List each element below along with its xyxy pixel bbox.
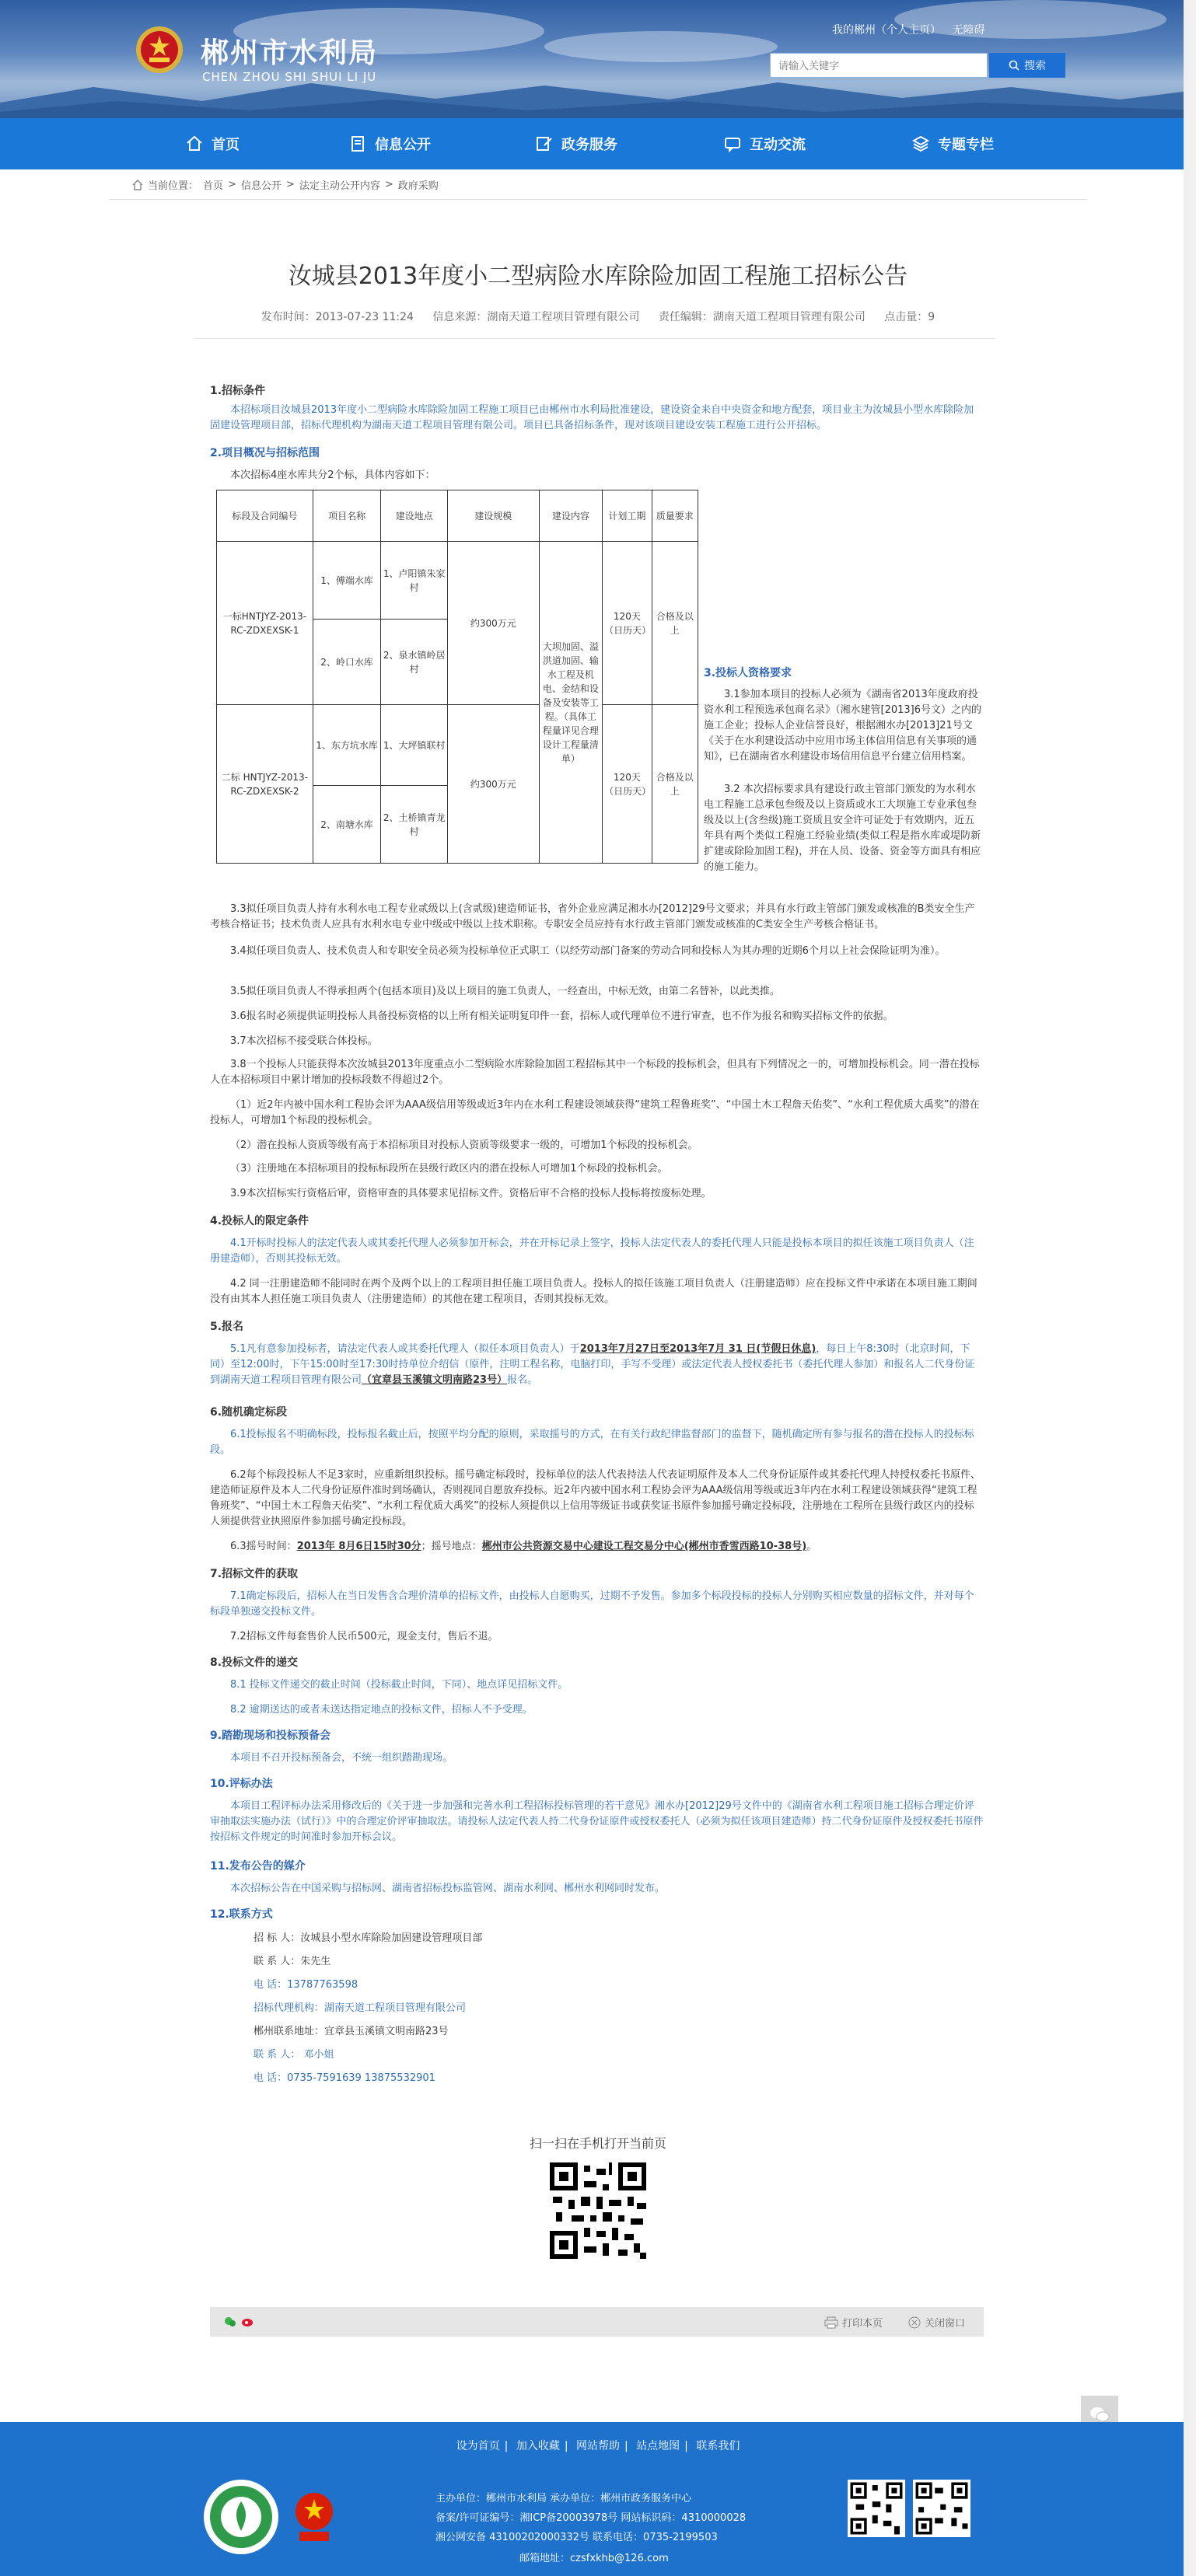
paragraph: 本招标项目汝城县2013年度小二型病险水库除险加固工程施工项目已由郴州市水利局批准建设，建设资金来自中央资金和地方配套，项目业主为汝城县小型水库除险加固建设管理项目部，招标代理机构为湖南天道工程项目管理有限公司。项目已具备招标条件，现对该项目建设安装工程施工进行公开招标。 [210, 404, 974, 431]
site-pinyin: CHEN ZHOU SHI SHUI LI JU [202, 70, 377, 84]
paragraph: 3.9本次招标实行资格后审，资格审查的具体要求见招标文件。资格后审不合格的投标人投标将按废标处理。 [230, 1188, 712, 1199]
site-title[interactable]: 郴州市水利局 [201, 37, 379, 69]
table-header: 计划工期 [603, 490, 652, 542]
table-cell: 2、南塘水库 [313, 786, 381, 864]
table-cell: 1、卢阳镇朱家村 [381, 542, 448, 620]
paragraph: 本次招标4座水库共分2个标，具体内容如下： [230, 469, 435, 481]
home-icon [185, 134, 204, 153]
breadcrumb-statutory[interactable]: 法定主动公开内容 [299, 180, 380, 192]
paragraph: 6.3摇号时间：2013年 8月6日15时30分；摇号地点：郴州市公共资源交易中心建设工程交易分中心(郴州市香雪西路10-38号)。 [230, 1541, 817, 1552]
close-window-button[interactable] [908, 2315, 965, 2330]
section-heading: 8.投标文件的递交 [210, 1656, 299, 1669]
section-heading: 5.报名 [210, 1321, 244, 1333]
paragraph: 7.1确定标段后，招标人在当日发售含合理价清单的招标文件，由投标人自愿购买，过期不予发售。参加多个标段投标的投标人分别购买相应数量的招标文件，并对每个标段单独递交投标文件。 [210, 1590, 974, 1618]
paragraph: 8.2 逾期送达的或者未送达指定地点的投标文件，招标人不予受理。 [230, 1704, 533, 1716]
my-chenzhou-link[interactable]: 我的郴州（个人主页） [832, 24, 941, 37]
layers-icon [911, 134, 930, 153]
weibo-icon[interactable] [241, 2316, 254, 2327]
paragraph: 4.1开标时投标人的法定代表人或其委托代理人必须参加开标会，并在开标记录上签字，投标人法定代表人的委托代理人只能是投标本项目的拟任该施工项目负责人（注册建造师），否则其投标无效。 [210, 1237, 974, 1265]
table-cell: 120天（日历天） [603, 542, 652, 705]
footer-police[interactable]: 湘公网安备 43100202000332号 联系电话：0735-2199503 [435, 2532, 718, 2543]
top-links [832, 22, 992, 37]
scrollbar[interactable] [1184, 0, 1196, 2576]
table-cell: 1、傅端水库 [313, 542, 381, 620]
table-cell: 2、岭口水库 [313, 620, 381, 705]
breadcrumb-home[interactable]: 首页 [203, 180, 224, 192]
paragraph: 3.8一个投标人只能获得本次汝城县2013年度重点小二型病险水库除险加固工程招标其中一个标段的投标机会，但具有下列情况之一的，可增加投标机会。同一潜在投标人在本招标项目中累计增加的投标段数不得超过2个。 [210, 1059, 980, 1086]
search-button-label: 搜索 [1024, 60, 1046, 72]
paragraph: 3.5拟任项目负责人不得承担两个(包括本项目)及以上项目的施工负责人，一经查出，中标无效，由第二名替补，以此类推。 [230, 986, 780, 997]
article-title: 汝城县2013年度小二型病险水库除险加固工程施工招标公告 [288, 263, 908, 290]
table-cell: 大坝加固、溢洪道加固、输水工程及机电、金结和设备及安装等工程。（具体工程量详见合理设计工程量清单） [539, 542, 603, 864]
qr-code-icon [547, 2159, 649, 2262]
paragraph: 4.2 同一注册建造师不能同时在两个及两个以上的工程项目担任施工项目负责人。投标人的拟任该施工项目负责人（注册建造师）应在投标文件中承诺在本项目施工期间没有由其本人担任施工项目负责人（注册建造师）的其他在建工程项目，否则其投标无效。 [210, 1278, 977, 1305]
paragraph: 5.1凡有意参加投标者，请法定代表人或其委托代理人（拟任本项目负责人）于2013年7月27日至2013年7月 31 日(节假日休息)，每日上午8:30时（北京时间，下同）至12:00时，下午15:00时至17:30时持单位介绍信（原件，注明工程名称，电脑打印，手写不受理）或法定代表人授权委托书（委托代理人参加）和报名人二代身份证到湖南天道工程项目管理有限公司（宜章县玉溪镇文明南路23号）报名。 [210, 1343, 975, 1386]
nav-gov-service[interactable] [535, 118, 617, 169]
table-header: 建设内容 [539, 490, 603, 542]
breadcrumb-prefix: 当前位置： [148, 180, 199, 192]
section-heading: 6.随机确定标段 [210, 1406, 288, 1419]
lottery-place: 郴州市公共资源交易中心建设工程交易分中心(郴州市香雪西路10-38号) [481, 1541, 807, 1552]
section-heading: 2.项目概况与招标范围 [210, 447, 320, 459]
footer-icp[interactable]: 备案/许可证编号：湘ICP备20003978号 网站标识码：4310000028 [435, 2512, 747, 2524]
section-heading: 11.发布公告的媒介 [210, 1860, 306, 1873]
paragraph: 本次招标公告在中国采购与招标网、湖南省招标投标监管网、湖南水利网、郴州水利网同时发布。 [230, 1883, 666, 1894]
nav-info-public[interactable] [348, 118, 431, 169]
table-cell: 1、东方坑水库 [313, 705, 381, 786]
nav-label: 首页 [212, 137, 240, 153]
add-favorite-link[interactable]: 加入收藏 [516, 2440, 560, 2452]
nav-label: 互动交流 [750, 137, 806, 153]
contact-us-link[interactable]: 联系我们 [696, 2440, 740, 2452]
table-cell: 约300万元 [447, 542, 539, 705]
paragraph: （1）近2年内被中国水利工程协会评为AAA级信用等级或近3年内在水利工程建设领域获得“建筑工程鲁班奖”、“中国土木工程詹天佑奖”、“水利工程优质大禹奖”的潜在投标人，可增加1个标段的投标机会。 [210, 1099, 980, 1126]
nav-home[interactable] [185, 118, 240, 169]
table-cell: 一标HNTJYZ-2013-RC-ZDXEXSK-1 [217, 542, 313, 705]
paragraph: 3.3拟任项目负责人持有水利水电工程专业贰级以上(含贰级)建造师证书，省外企业应满足湘水办[2012]29号文要求；并具有水行政主管部门颁发或核准的B类安全生产考核合格证书；技术负责人应具有水利水电专业中级或中级以上技术职称。专职安全员应持有水行政主管部门颁发或核准的C类安全生产考核合格证书。 [210, 903, 975, 930]
wechat-icon[interactable] [224, 2316, 236, 2327]
paragraph: 3.7本次招标不接受联合体投标。 [230, 1035, 378, 1047]
edit-icon [535, 134, 554, 153]
section-heading: 10.评标办法 [210, 1778, 273, 1790]
table-header: 质量要求 [652, 490, 698, 542]
site-help-link[interactable]: 网站帮助 [576, 2440, 620, 2452]
close-icon [908, 2316, 921, 2329]
lottery-time: 2013年 8月6日15时30分 [296, 1541, 421, 1552]
paragraph: 本项目工程评标办法采用修改后的《关于进一步加强和完善水利工程招标投标管理的若干意见》湘水办[2012]29号文件中的《湖南省水利工程项目施工招标合理定价评审抽取法实施办法（试行）》中的合理定价评审抽取法。请投标人法定代表人持二代身份证原件或授权委托人（必须为拟任该项目建造师）持二代身份证原件及授权委托书原件按招标文件规定的时间准时参加开标会议。 [210, 1800, 984, 1843]
publish-time: 发布时间：2013-07-23 11:24 [261, 311, 414, 323]
section-heading: 9.踏勘现场和投标预备会 [210, 1730, 331, 1742]
paragraph: 3.1参加本项目的投标人必须为《湖南省2013年度政府投资水利工程预选承包商名录》（湘水建管[2013]6号文）之内的施工企业；投标人企业信誉良好，根据湘水办[2013]21号文《关于在水利建设活动中应用市场主体信用信息有关事项的通知》，已在湖南省水利建设市场信用信息平台建立信用档案。 [704, 689, 981, 763]
paragraph: 6.1投标报名不明确标段，投标报名截止后，按照平均分配的原则，采取摇号的方式，在有关行政纪律监督部门的监督下，随机确定所有参与报名的潜在投标人的投标标段。 [210, 1429, 974, 1456]
table-cell: 2、土桥镇青龙村 [381, 786, 448, 864]
party-gov-badge-icon[interactable] [292, 2491, 337, 2543]
section-heading: 12.联系方式 [210, 1908, 273, 1921]
paragraph: （3）注册地在本招标项目的投标标段所在县级行政区内的潜在投标人可增加1个标段的投标机会。 [230, 1163, 668, 1175]
paragraph: 3.6报名时必须提供证明投标人具备投标资格的以上所有相关证明复印件一套，招标人或代理单位不进行审查，也不作为报名和购买招标文件的依据。 [230, 1011, 894, 1022]
nav-interaction[interactable] [723, 118, 806, 169]
divider [194, 338, 995, 339]
click-count: 点击量：9 [884, 311, 935, 323]
national-emblem-icon [134, 23, 185, 79]
close-label: 关闭窗口 [925, 2318, 966, 2330]
set-homepage-link[interactable]: 设为首页 [456, 2440, 500, 2452]
footer-email: 邮箱地址：czsfxkhb@126.com [519, 2553, 669, 2564]
table-cell: 2、泉水镇岭居村 [381, 620, 448, 705]
table-header: 标段及合同编号 [217, 490, 313, 542]
table-header: 项目名称 [313, 490, 381, 542]
search-icon [1009, 60, 1019, 71]
contact-line: 招标代理机构：湖南天道工程项目管理有限公司 [254, 2002, 467, 2014]
chat-icon [1089, 2406, 1110, 2423]
paragraph: 3.4拟任项目负责人、技术负责人和专职安全员必须为投标单位正式职工（以经劳动部门备案的劳动合同和投标人为其办理的近期6个月以上社会保险证明为准）。 [230, 945, 946, 957]
editor: 责任编辑：湖南天道工程项目管理有限公司 [658, 311, 866, 323]
accessibility-link[interactable]: 无障碍 [952, 24, 985, 37]
table-header: 建设规模 [447, 490, 539, 542]
search-button[interactable] [989, 53, 1065, 78]
footer-organizer: 主办单位：郴州市水利局 承办单位：郴州市政务服务中心 [435, 2493, 692, 2504]
table-cell: 约300万元 [447, 705, 539, 864]
printer-icon [824, 2316, 838, 2329]
footer-links: 设为首页 | 加入收藏 | 网站帮助 | 站点地图 | 联系我们 [456, 2440, 740, 2452]
bid-sections-table [216, 490, 698, 864]
contact-line: 招 标 人：汝城县小型水库除险加固建设管理项目部 [254, 1932, 483, 1944]
paragraph: 8.1 投标文件递交的截止时间（投标截止时间，下同）、地点详见招标文件。 [230, 1679, 568, 1691]
chat-icon [723, 134, 742, 153]
home-icon [132, 180, 143, 190]
section-heading: 4.投标人的限定条件 [210, 1215, 309, 1227]
qr-caption: 扫一扫在手机打开当前页 [529, 2136, 666, 2151]
paragraph: 本项目不召开投标预备会，不统一组织踏勘现场。 [230, 1752, 453, 1764]
paragraph: （2）潜在投标人资质等级有高于本招标项目对投标人资质等级要求一级的，可增加1个标段的投标机会。 [230, 1140, 698, 1151]
nav-label: 信息公开 [375, 137, 431, 153]
nav-label: 政务服务 [561, 137, 617, 153]
contact-line: 联 系 人：朱先生 [254, 1956, 331, 1967]
footer-qr-code-icon [913, 2480, 970, 2537]
gov-site-badge-icon[interactable] [204, 2480, 278, 2554]
contact-line: 联 系 人： 邓小姐 [254, 2049, 334, 2061]
breadcrumb-procurement[interactable]: 政府采购 [397, 180, 439, 192]
paragraph: 3.2 本次招标要求具有建设行政主管部门颁发的为水利水电工程施工总承包叁级及以上资质或水工大坝施工专业承包叁级及以上(含叁级)施工资质且安全许可证处于有效期内，近五年具有两个类似工程施工经验业绩(类似工程是指水库或堤防新扩建或除险加固工程)，并在人员、设备、资金等方面具有相应的施工能力。 [704, 784, 981, 873]
table-cell: 120天（日历天） [603, 705, 652, 864]
print-label: 打印本页 [842, 2318, 883, 2330]
divider [109, 199, 1087, 200]
sitemap-link[interactable]: 站点地图 [636, 2440, 680, 2452]
print-button[interactable] [824, 2315, 883, 2330]
paragraph: 6.2每个标段投标人不足3家时，应重新组织投标。摇号确定标段时，投标单位的法人代表持法人代表证明原件及本人二代身份证原件或其委托代理人持授权委托书原件、建造师证原件及本人二代身份证原件准时到场确认，否则视同自愿放弃投标。近2年内被中国水利工程协会评为AAA级信用等级或近3年内在水利工程建设领域获得“建筑工程鲁班奖”、“中国土木工程詹天佑奖”、“水利工程优质大禹奖”的投标人须提供以上信用等级证书或获奖证书原件参加摇号确定投标段，注册地在工程所在县级行政区内的投标人须提供营业执照原件参加摇号确定投标段。 [210, 1469, 981, 1527]
search-input[interactable] [770, 53, 988, 78]
table-cell: 1、大坪镇联村 [381, 705, 448, 786]
nav-label: 专题专栏 [938, 137, 994, 153]
breadcrumb: 当前位置： 首页 > 信息公开 > 法定主动公开内容 > 政府采购 [132, 177, 439, 192]
section-heading: 1.招标条件 [210, 385, 266, 397]
table-cell: 合格及以上 [652, 542, 698, 705]
contact-line: 电 话：13787763598 [254, 1979, 358, 1991]
section-heading: 7.招标文件的获取 [210, 1568, 299, 1580]
signup-address: （宜章县玉溪镇文明南路23号） [362, 1374, 508, 1386]
signup-date: 2013年7月27日至2013年7月 31 日(节假日休息) [579, 1343, 817, 1355]
contact-line: 郴州联系地址：宜章县玉溪镇文明南路23号 [254, 2026, 449, 2037]
section-heading: 3.投标人资格要求 [704, 667, 792, 679]
article-meta [0, 309, 1196, 324]
document-icon [348, 134, 367, 153]
breadcrumb-info[interactable]: 信息公开 [240, 180, 282, 192]
paragraph: 7.2招标文件每套售价人民币500元，现金支付，售后不退。 [230, 1631, 498, 1642]
info-source: 信息来源：湖南天道工程项目管理有限公司 [432, 311, 640, 323]
table-cell: 合格及以上 [652, 705, 698, 864]
table-header: 建设地点 [381, 490, 448, 542]
table-cell: 二标 HNTJYZ-2013-RC-ZDXEXSK-2 [217, 705, 313, 864]
main-nav [0, 118, 1196, 169]
nav-special-topics[interactable] [911, 118, 994, 169]
contact-line: 电 话：0735-7591639 13875532901 [254, 2072, 435, 2084]
footer-qr-code-icon [848, 2480, 905, 2537]
